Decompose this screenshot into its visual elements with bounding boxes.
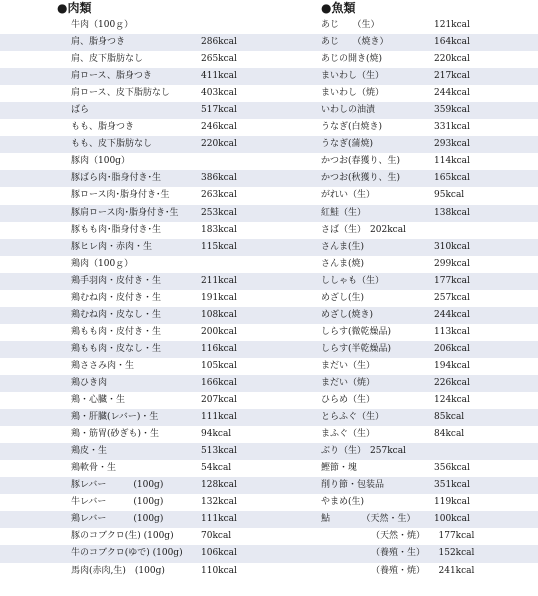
meat-row — [0, 324, 283, 341]
meat-item-name: 馬肉(赤肉,生) (100g) — [71, 565, 165, 576]
meat-item-name: 鶏むね肉・皮付き・生 — [71, 292, 162, 303]
fish-row — [283, 136, 538, 153]
meat-item-calories: 183kcal — [201, 224, 237, 235]
meat-row — [0, 358, 283, 375]
fish-item-name: さんま(焼) — [321, 258, 365, 269]
fish-item-calories: 310kcal — [434, 241, 470, 252]
meat-row — [0, 290, 283, 307]
meat-row — [0, 563, 283, 580]
fish-item-calories: 293kcal — [434, 139, 470, 150]
fish-row — [283, 239, 538, 256]
meat-item-name: 豚肩ロース肉･脂身付き･生 — [71, 207, 179, 218]
fish-item-calories: 194kcal — [434, 360, 470, 371]
fish-item-name: とらふぐ（生） — [321, 412, 385, 423]
fish-item-calories: 257kcal — [434, 292, 470, 303]
meat-row — [0, 392, 283, 409]
meat-row — [0, 511, 283, 528]
fish-item-name: 鮎 （天然・生） — [321, 514, 416, 525]
meat-row — [0, 256, 283, 273]
fish-item-name: ぶり（生） 257kcal — [321, 446, 406, 457]
fish-item-name: やまめ(生) — [321, 497, 365, 508]
fish-item-calories: 351kcal — [434, 480, 470, 491]
fish-item-calories: 121kcal — [434, 20, 470, 30]
meat-item-name: 肩、脂身つき — [71, 37, 126, 48]
fish-item-calories: 356kcal — [434, 463, 470, 474]
meat-item-name: 鶏ささみ肉・生 — [71, 360, 135, 371]
meat-item-calories: 246kcal — [201, 122, 237, 133]
meat-item-name: 豚ばら肉･脂身付き･生 — [71, 173, 162, 184]
meat-item-calories: 115kcal — [201, 241, 237, 252]
fish-item-name: まいわし（生） — [321, 71, 385, 82]
fish-item-calories: 114kcal — [434, 156, 470, 167]
fish-row — [283, 17, 538, 34]
fish-row — [283, 563, 538, 580]
fish-item-name: まだい（生） — [321, 360, 376, 371]
fish-item-name: めざし(焼き) — [321, 309, 374, 320]
fish-item-calories: （天然・焼） 177kcal — [371, 531, 475, 542]
fish-row — [283, 409, 538, 426]
fish-item-calories: 164kcal — [434, 37, 470, 48]
meat-row — [0, 375, 283, 392]
meat-row — [0, 51, 283, 68]
meat-row — [0, 136, 283, 153]
meat-row — [0, 119, 283, 136]
fish-row — [283, 273, 538, 290]
meat-row — [0, 443, 283, 460]
meat-item-calories: 263kcal — [201, 190, 237, 201]
fish-item-name: ひらめ（生） — [321, 395, 376, 406]
meat-item-name: 鶏皮・生 — [71, 446, 108, 457]
fish-item-calories: 331kcal — [434, 122, 470, 133]
meat-item-name: 肩ロース、脂身つき — [71, 71, 152, 82]
meat-row — [0, 34, 283, 51]
fish-item-calories: 217kcal — [434, 71, 470, 82]
fish-row — [283, 443, 538, 460]
fish-column — [283, 0, 538, 580]
meat-item-name: もも、脂身つき — [71, 122, 135, 133]
fish-row — [283, 477, 538, 494]
meat-item-calories: 128kcal — [201, 480, 237, 491]
fish-row — [283, 307, 538, 324]
fish-row — [283, 34, 538, 51]
fish-rows — [283, 17, 538, 580]
meat-item-name: 鶏ひき肉 — [71, 377, 108, 388]
meat-item-calories: 108kcal — [201, 309, 237, 320]
meat-item-name: 鶏もも肉・皮付き・生 — [71, 326, 162, 337]
fish-item-calories: 244kcal — [434, 88, 470, 99]
fish-item-name: めざし(生) — [321, 292, 365, 303]
meat-row — [0, 153, 283, 170]
fish-item-name: しらす(微乾燥品) — [321, 326, 392, 337]
fish-item-name: まだい（焼） — [321, 377, 376, 388]
fish-item-name: 削り節・包装品 — [321, 480, 385, 491]
fish-item-calories: 202kcal — [370, 224, 406, 235]
meat-item-name: ばら — [71, 105, 90, 116]
meat-item-name: 鶏肉（100ｇ） — [71, 258, 134, 269]
meat-item-calories: 211kcal — [201, 275, 237, 286]
meat-item-calories: 200kcal — [201, 326, 237, 337]
fish-row — [283, 528, 538, 545]
meat-item-name: 鶏もも肉・皮なし・生 — [71, 343, 162, 354]
fish-item-calories: （養殖・生） 152kcal — [371, 548, 475, 559]
meat-item-calories: 116kcal — [201, 343, 237, 354]
fish-item-calories: 226kcal — [434, 377, 470, 388]
meat-item-name: 鶏むね肉・皮なし・生 — [71, 309, 162, 320]
fish-row — [283, 426, 538, 443]
fish-item-calories: 84kcal — [434, 429, 465, 440]
meat-item-calories: 106kcal — [201, 548, 237, 559]
fish-item-calories: 100kcal — [434, 514, 470, 525]
fish-row — [283, 358, 538, 375]
meat-row — [0, 85, 283, 102]
meat-item-calories: 253kcal — [201, 207, 237, 218]
fish-item-calories: 165kcal — [434, 173, 470, 184]
meat-item-name: 豚ロース肉･脂身付き･生 — [71, 190, 170, 201]
fish-item-name: うなぎ(蒲焼) — [321, 139, 374, 150]
fish-item-calories: 85kcal — [434, 412, 465, 423]
meat-row — [0, 17, 283, 34]
meat-item-calories: 111kcal — [201, 412, 237, 423]
meat-row — [0, 68, 283, 85]
meat-item-name: 鶏・心臓・生 — [71, 395, 126, 406]
fish-item-name: 紅鮭（生） — [321, 207, 367, 218]
meat-item-name: 鶏レバー (100g) — [71, 514, 164, 525]
fish-item-name: いわしの油漬 — [321, 105, 376, 116]
fish-item-calories: 359kcal — [434, 105, 470, 116]
meat-row — [0, 528, 283, 545]
meat-item-calories: 207kcal — [201, 395, 237, 406]
meat-row — [0, 409, 283, 426]
meat-item-calories: 110kcal — [201, 565, 237, 576]
fish-item-name: がれい（生） — [321, 190, 376, 201]
meat-heading: ●肉類 — [57, 1, 92, 15]
meat-item-calories: 191kcal — [201, 292, 237, 303]
fish-row — [283, 256, 538, 273]
meat-item-name: 鶏・肝臓(レバー)・生 — [71, 412, 159, 423]
fish-item-name: さんま(生) — [321, 241, 365, 252]
fish-row — [283, 153, 538, 170]
fish-row — [283, 324, 538, 341]
meat-row — [0, 102, 283, 119]
fish-item-calories: 206kcal — [434, 343, 470, 354]
fish-row — [283, 460, 538, 477]
fish-item-calories: 257kcal — [370, 446, 406, 457]
meat-item-name: 鶏・筋胃(砂ぎも)・生 — [71, 429, 160, 440]
fish-row — [283, 375, 538, 392]
meat-item-calories: 386kcal — [201, 173, 237, 184]
meat-item-name: 鶏軟骨・生 — [71, 463, 117, 474]
fish-row — [283, 102, 538, 119]
meat-item-calories: 105kcal — [201, 360, 237, 371]
fish-item-name: うなぎ(白焼き) — [321, 122, 383, 133]
meat-row — [0, 341, 283, 358]
fish-item-calories: 220kcal — [434, 54, 470, 65]
meat-item-name: 豚ヒレ肉・赤肉・生 — [71, 241, 153, 252]
meat-row — [0, 494, 283, 511]
fish-row — [283, 187, 538, 204]
meat-row — [0, 187, 283, 204]
fish-item-name: かつお(秋獲り、生) — [321, 173, 401, 184]
meat-item-name: 牛のコブクロ(ゆで) (100g) — [71, 548, 183, 559]
meat-item-calories: 265kcal — [201, 54, 237, 65]
meat-item-name: 牛肉（100ｇ） — [71, 20, 134, 30]
meat-row — [0, 205, 283, 222]
fish-item-name: ししゃも（生） — [321, 275, 385, 286]
fish-row — [283, 85, 538, 102]
meat-row — [0, 460, 283, 477]
meat-item-name: 豚肉（100g） — [71, 156, 130, 167]
meat-row — [0, 239, 283, 256]
fish-row — [283, 222, 538, 239]
meat-item-name: もも、皮下脂肪なし — [71, 139, 153, 150]
fish-item-calories: 113kcal — [434, 326, 470, 337]
fish-item-name: まふぐ（生） — [321, 429, 376, 440]
meat-item-calories: 166kcal — [201, 377, 237, 388]
fish-item-name: まいわし（焼） — [321, 88, 385, 99]
fish-item-name: あじ （生） — [321, 20, 380, 30]
meat-item-calories: 403kcal — [201, 88, 237, 99]
fish-item-calories: 299kcal — [434, 258, 470, 269]
meat-row — [0, 170, 283, 187]
fish-item-calories: 124kcal — [434, 395, 470, 406]
fish-row — [283, 545, 538, 562]
fish-item-name: あじ （焼き） — [321, 37, 389, 48]
meat-item-name: 鶏手羽肉・皮付き・生 — [71, 275, 162, 286]
meat-row — [0, 477, 283, 494]
meat-item-name: 肩ロース、皮下脂肪なし — [71, 88, 170, 99]
meat-item-name: 肩、皮下脂肪なし — [71, 54, 144, 65]
fish-heading: ●魚類 — [321, 1, 356, 15]
meat-row — [0, 273, 283, 290]
fish-item-calories: 119kcal — [434, 497, 470, 508]
fish-item-name: さば（生） 202kcal — [321, 224, 406, 235]
meat-item-calories: 286kcal — [201, 37, 237, 48]
fish-row — [283, 511, 538, 528]
meat-item-name: 豚レバー (100g) — [71, 480, 164, 491]
fish-item-name: 鰹節・塊 — [321, 463, 358, 474]
fish-item-calories: 244kcal — [434, 309, 470, 320]
meat-item-calories: 517kcal — [201, 105, 237, 116]
meat-item-name: 牛レバー (100g) — [71, 497, 164, 508]
fish-row — [283, 205, 538, 222]
meat-item-name: 豚もも肉･脂身付き･生 — [71, 224, 162, 235]
meat-item-calories: 220kcal — [201, 139, 237, 150]
meat-item-name: 豚のコブクロ(生) (100g) — [71, 531, 174, 542]
fish-row — [283, 341, 538, 358]
meat-item-calories: 70kcal — [201, 531, 232, 542]
fish-row — [283, 290, 538, 307]
fish-row — [283, 51, 538, 68]
meat-item-calories: 54kcal — [201, 463, 232, 474]
meat-item-calories: 111kcal — [201, 514, 237, 525]
meat-row — [0, 545, 283, 562]
meat-rows — [0, 17, 283, 580]
meat-item-calories: 513kcal — [201, 446, 237, 457]
meat-row — [0, 307, 283, 324]
meat-item-calories: 411kcal — [201, 71, 237, 82]
fish-row — [283, 392, 538, 409]
fish-item-name: かつお(春獲り、生) — [321, 156, 401, 167]
fish-row — [283, 119, 538, 136]
meat-item-calories: 94kcal — [201, 429, 232, 440]
fish-item-calories: 138kcal — [434, 207, 470, 218]
fish-row — [283, 68, 538, 85]
fish-item-name: しらす(半乾燥品) — [321, 343, 392, 354]
fish-item-calories: 177kcal — [434, 275, 470, 286]
fish-item-calories: （養殖・焼） 241kcal — [371, 565, 475, 576]
fish-item-calories: 95kcal — [434, 190, 465, 201]
meat-row — [0, 426, 283, 443]
meat-row — [0, 222, 283, 239]
fish-row — [283, 170, 538, 187]
fish-item-name: あじの開き(焼) — [321, 54, 383, 65]
fish-row — [283, 494, 538, 511]
meat-item-calories: 132kcal — [201, 497, 237, 508]
